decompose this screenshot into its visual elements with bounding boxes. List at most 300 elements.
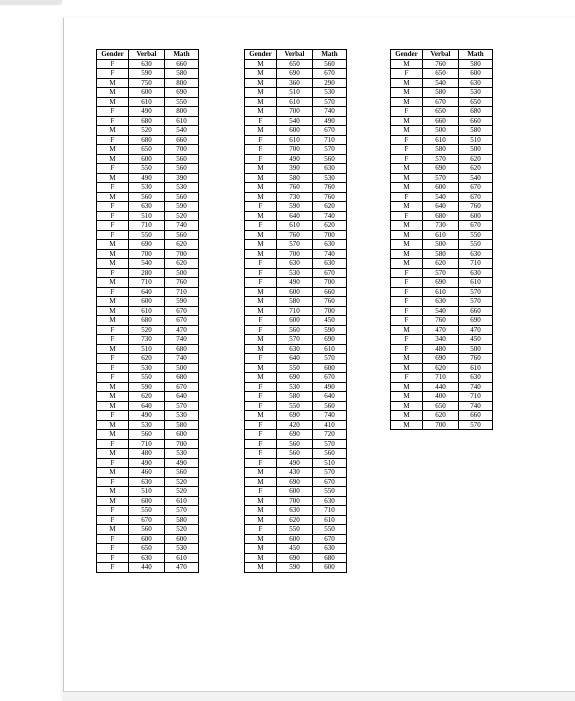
table-row — [97, 135, 199, 145]
table-row — [245, 145, 347, 155]
verbal-cell: 490 — [277, 154, 313, 164]
math-cell: 670 — [165, 316, 199, 326]
verbal-cell: 530 — [129, 420, 165, 430]
table-row — [245, 515, 347, 525]
table-row — [245, 306, 347, 316]
verbal-cell: 690 — [277, 430, 313, 440]
gender-cell: F — [391, 344, 423, 354]
math-cell: 610 — [313, 344, 347, 354]
gender-cell: M — [245, 240, 277, 250]
table-row — [245, 458, 347, 468]
math-cell: 580 — [165, 420, 199, 430]
verbal-cell: 670 — [423, 97, 459, 107]
gender-cell: M — [391, 259, 423, 269]
table-row — [391, 78, 493, 88]
gender-cell: M — [391, 363, 423, 373]
verbal-cell: 550 — [129, 230, 165, 240]
math-cell: 670 — [459, 221, 493, 231]
gender-cell: F — [391, 107, 423, 117]
table-row — [245, 363, 347, 373]
table-row — [97, 411, 199, 421]
gender-cell: F — [97, 325, 129, 335]
verbal-cell: 560 — [129, 192, 165, 202]
table-row — [97, 382, 199, 392]
gender-cell: M — [391, 411, 423, 421]
table-row — [245, 183, 347, 193]
gender-cell: M — [245, 173, 277, 183]
math-cell: 610 — [313, 515, 347, 525]
verbal-cell: 470 — [423, 325, 459, 335]
math-cell: 560 — [165, 164, 199, 174]
gender-cell: F — [97, 553, 129, 563]
table-row — [97, 192, 199, 202]
verbal-cell: 490 — [277, 278, 313, 288]
verbal-cell: 700 — [277, 145, 313, 155]
table-row — [97, 316, 199, 326]
math-cell: 580 — [165, 515, 199, 525]
table-row — [245, 544, 347, 554]
math-cell: 740 — [165, 335, 199, 345]
verbal-cell: 580 — [423, 88, 459, 98]
math-cell: 570 — [313, 145, 347, 155]
gender-cell: F — [97, 221, 129, 231]
gender-cell: M — [391, 78, 423, 88]
verbal-cell: 640 — [423, 202, 459, 212]
math-cell: 710 — [313, 506, 347, 516]
table-row — [97, 183, 199, 193]
gender-cell: F — [245, 458, 277, 468]
verbal-cell: 710 — [129, 439, 165, 449]
header-gender: Gender — [245, 50, 277, 60]
math-cell: 580 — [459, 59, 493, 69]
table-row — [391, 401, 493, 411]
table-row — [391, 240, 493, 250]
gender-cell: M — [97, 344, 129, 354]
gender-cell: F — [245, 316, 277, 326]
math-cell: 610 — [165, 116, 199, 126]
verbal-cell: 690 — [277, 553, 313, 563]
math-cell: 600 — [165, 430, 199, 440]
math-cell: 500 — [165, 363, 199, 373]
table-row — [391, 335, 493, 345]
table-row — [245, 230, 347, 240]
table-row — [391, 316, 493, 326]
verbal-cell: 570 — [423, 268, 459, 278]
table-row — [391, 268, 493, 278]
verbal-cell: 500 — [423, 126, 459, 136]
verbal-cell: 610 — [129, 306, 165, 316]
table-row — [97, 78, 199, 88]
math-cell: 520 — [165, 525, 199, 535]
table-row — [97, 306, 199, 316]
table-row — [245, 506, 347, 516]
math-cell: 570 — [313, 468, 347, 478]
math-cell: 640 — [165, 392, 199, 402]
math-cell: 520 — [165, 487, 199, 497]
table-row — [97, 287, 199, 297]
math-cell: 580 — [165, 69, 199, 79]
gender-cell: M — [245, 506, 277, 516]
math-cell: 760 — [313, 192, 347, 202]
math-cell: 630 — [459, 78, 493, 88]
math-cell: 620 — [313, 221, 347, 231]
verbal-cell: 560 — [277, 439, 313, 449]
math-cell: 670 — [313, 268, 347, 278]
table-row — [97, 268, 199, 278]
gender-cell: M — [245, 211, 277, 221]
gender-cell: M — [97, 173, 129, 183]
verbal-cell: 620 — [129, 392, 165, 402]
gender-cell: F — [97, 534, 129, 544]
gender-cell: M — [245, 59, 277, 69]
verbal-cell: 600 — [129, 297, 165, 307]
gender-cell: M — [391, 126, 423, 136]
gender-cell: M — [245, 164, 277, 174]
gender-cell: F — [97, 287, 129, 297]
table-row — [245, 487, 347, 497]
gender-cell: F — [97, 268, 129, 278]
math-cell: 630 — [459, 373, 493, 383]
verbal-cell: 680 — [423, 211, 459, 221]
table-row — [245, 221, 347, 231]
table-row — [245, 164, 347, 174]
gender-cell: M — [245, 287, 277, 297]
verbal-cell: 710 — [423, 373, 459, 383]
verbal-cell: 600 — [129, 88, 165, 98]
gender-cell: M — [245, 183, 277, 193]
gender-cell: M — [97, 487, 129, 497]
gender-cell: M — [245, 373, 277, 383]
gender-cell: F — [245, 259, 277, 269]
math-cell: 570 — [459, 297, 493, 307]
table-row — [245, 382, 347, 392]
verbal-cell: 700 — [423, 420, 459, 430]
math-cell: 760 — [313, 183, 347, 193]
verbal-cell: 730 — [277, 192, 313, 202]
verbal-cell: 510 — [277, 88, 313, 98]
math-cell: 710 — [459, 392, 493, 402]
verbal-cell: 540 — [129, 259, 165, 269]
verbal-cell: 700 — [277, 249, 313, 259]
verbal-cell: 560 — [129, 525, 165, 535]
math-cell: 490 — [313, 382, 347, 392]
table-row — [391, 107, 493, 117]
table-row — [245, 553, 347, 563]
verbal-cell: 530 — [129, 363, 165, 373]
verbal-cell: 700 — [277, 107, 313, 117]
math-cell: 590 — [165, 202, 199, 212]
math-cell: 660 — [165, 135, 199, 145]
gender-cell: F — [97, 506, 129, 516]
gender-cell: M — [97, 240, 129, 250]
verbal-cell: 570 — [277, 240, 313, 250]
verbal-cell: 590 — [277, 563, 313, 573]
math-cell: 700 — [165, 145, 199, 155]
verbal-cell: 390 — [277, 164, 313, 174]
verbal-cell: 620 — [129, 354, 165, 364]
table-row — [391, 420, 493, 430]
verbal-cell: 630 — [129, 553, 165, 563]
gender-cell: M — [97, 145, 129, 155]
gender-cell: M — [391, 97, 423, 107]
verbal-cell: 560 — [277, 325, 313, 335]
verbal-cell: 610 — [277, 221, 313, 231]
table-row — [97, 278, 199, 288]
gender-cell: M — [391, 221, 423, 231]
gender-cell: M — [245, 306, 277, 316]
gender-cell: F — [245, 154, 277, 164]
viewer-top-bar — [0, 0, 575, 18]
table-row — [97, 145, 199, 155]
math-cell: 550 — [459, 230, 493, 240]
math-cell: 600 — [313, 563, 347, 573]
gender-cell: F — [391, 69, 423, 79]
gender-cell: M — [97, 278, 129, 288]
math-cell: 700 — [165, 439, 199, 449]
verbal-cell: 600 — [277, 316, 313, 326]
table-row — [391, 135, 493, 145]
verbal-cell: 520 — [129, 126, 165, 136]
table-row — [245, 316, 347, 326]
gender-cell: M — [97, 78, 129, 88]
gender-cell: M — [245, 468, 277, 478]
table-row — [97, 97, 199, 107]
table-row — [245, 373, 347, 383]
math-cell: 490 — [313, 116, 347, 126]
verbal-cell: 690 — [277, 373, 313, 383]
gender-cell: F — [245, 145, 277, 155]
verbal-cell: 590 — [277, 202, 313, 212]
table-row — [97, 515, 199, 525]
verbal-cell: 540 — [423, 78, 459, 88]
table-row — [97, 430, 199, 440]
gender-cell: M — [391, 59, 423, 69]
math-cell: 800 — [165, 78, 199, 88]
math-cell: 680 — [165, 373, 199, 383]
verbal-cell: 570 — [277, 335, 313, 345]
gender-cell: M — [97, 297, 129, 307]
gender-cell: F — [391, 192, 423, 202]
math-cell: 690 — [165, 88, 199, 98]
verbal-cell: 540 — [423, 192, 459, 202]
verbal-cell: 760 — [423, 316, 459, 326]
verbal-cell: 610 — [277, 135, 313, 145]
header-math: Math — [165, 50, 199, 60]
table-row — [245, 97, 347, 107]
math-cell: 710 — [313, 135, 347, 145]
math-cell: 470 — [459, 325, 493, 335]
header-math: Math — [313, 50, 347, 60]
verbal-cell: 560 — [129, 430, 165, 440]
gender-cell: F — [245, 202, 277, 212]
table-row — [97, 69, 199, 79]
math-cell: 600 — [165, 534, 199, 544]
math-cell: 520 — [165, 477, 199, 487]
math-cell: 610 — [165, 496, 199, 506]
gender-cell: F — [245, 268, 277, 278]
table-row — [245, 116, 347, 126]
math-cell: 570 — [165, 506, 199, 516]
verbal-cell: 690 — [277, 69, 313, 79]
table-row — [97, 259, 199, 269]
verbal-cell: 550 — [129, 506, 165, 516]
table-row — [391, 116, 493, 126]
gender-cell: M — [391, 325, 423, 335]
verbal-cell: 600 — [129, 154, 165, 164]
table-row — [97, 392, 199, 402]
verbal-cell: 590 — [129, 69, 165, 79]
verbal-cell: 730 — [423, 221, 459, 231]
math-cell: 710 — [459, 259, 493, 269]
math-cell: 470 — [165, 563, 199, 573]
table-row — [391, 382, 493, 392]
gender-cell: F — [97, 135, 129, 145]
gender-cell: M — [391, 88, 423, 98]
verbal-cell: 580 — [277, 297, 313, 307]
table-row — [97, 126, 199, 136]
math-cell: 660 — [459, 116, 493, 126]
verbal-cell: 490 — [129, 173, 165, 183]
table-row — [245, 249, 347, 259]
math-cell: 570 — [313, 439, 347, 449]
table-row — [245, 525, 347, 535]
verbal-cell: 450 — [277, 544, 313, 554]
math-cell: 530 — [313, 88, 347, 98]
gender-cell: M — [97, 306, 129, 316]
table-row — [97, 439, 199, 449]
verbal-cell: 430 — [277, 468, 313, 478]
gender-cell: M — [391, 183, 423, 193]
verbal-cell: 710 — [129, 278, 165, 288]
verbal-cell: 590 — [129, 382, 165, 392]
table-row — [97, 221, 199, 231]
gender-cell: F — [97, 211, 129, 221]
verbal-cell: 520 — [129, 325, 165, 335]
data-table-3 — [390, 49, 493, 430]
math-cell: 740 — [313, 107, 347, 117]
verbal-cell: 600 — [277, 487, 313, 497]
verbal-cell: 680 — [129, 135, 165, 145]
table-row — [97, 107, 199, 117]
verbal-cell: 630 — [423, 297, 459, 307]
gender-cell: F — [391, 287, 423, 297]
verbal-cell: 630 — [129, 477, 165, 487]
math-cell: 450 — [313, 316, 347, 326]
verbal-cell: 570 — [423, 173, 459, 183]
math-cell: 660 — [313, 287, 347, 297]
table-row — [245, 202, 347, 212]
math-cell: 660 — [459, 306, 493, 316]
gender-cell: M — [97, 496, 129, 506]
gender-cell: M — [97, 192, 129, 202]
header-verbal: Verbal — [423, 50, 459, 60]
gender-cell: F — [391, 306, 423, 316]
math-cell: 530 — [165, 183, 199, 193]
verbal-cell: 710 — [277, 306, 313, 316]
table-row — [97, 553, 199, 563]
gender-cell: M — [245, 78, 277, 88]
math-cell: 500 — [165, 268, 199, 278]
math-cell: 720 — [313, 430, 347, 440]
math-cell: 640 — [313, 392, 347, 402]
table-row — [97, 173, 199, 183]
table-row — [245, 173, 347, 183]
gender-cell: F — [391, 278, 423, 288]
verbal-cell: 680 — [129, 116, 165, 126]
math-cell: 560 — [165, 230, 199, 240]
verbal-cell: 690 — [277, 411, 313, 421]
verbal-cell: 640 — [129, 287, 165, 297]
math-cell: 390 — [165, 173, 199, 183]
verbal-cell: 490 — [129, 411, 165, 421]
gender-cell: M — [391, 420, 423, 430]
table-row — [245, 297, 347, 307]
gender-cell: F — [97, 544, 129, 554]
math-cell: 520 — [165, 211, 199, 221]
table-row — [97, 202, 199, 212]
table-row — [245, 107, 347, 117]
math-cell: 560 — [165, 154, 199, 164]
gender-cell: F — [97, 373, 129, 383]
table-row — [97, 420, 199, 430]
gender-cell: M — [245, 363, 277, 373]
table-row — [97, 335, 199, 345]
verbal-cell: 660 — [423, 116, 459, 126]
header-math: Math — [459, 50, 493, 60]
table-row — [97, 487, 199, 497]
verbal-cell: 600 — [277, 287, 313, 297]
math-cell: 630 — [313, 259, 347, 269]
table-row — [97, 534, 199, 544]
gender-cell: F — [245, 449, 277, 459]
table-row — [391, 164, 493, 174]
gender-cell: M — [391, 401, 423, 411]
header-gender: Gender — [391, 50, 423, 60]
gender-cell: F — [97, 363, 129, 373]
verbal-cell: 400 — [423, 392, 459, 402]
table-row — [391, 202, 493, 212]
math-cell: 510 — [313, 458, 347, 468]
gender-cell: M — [245, 534, 277, 544]
header-gender: Gender — [97, 50, 129, 60]
math-cell: 680 — [459, 107, 493, 117]
verbal-cell: 600 — [423, 183, 459, 193]
verbal-cell: 620 — [277, 515, 313, 525]
table-row — [97, 354, 199, 364]
table-row — [97, 297, 199, 307]
verbal-cell: 530 — [277, 382, 313, 392]
verbal-cell: 640 — [129, 401, 165, 411]
verbal-cell: 690 — [423, 278, 459, 288]
gender-cell: M — [97, 97, 129, 107]
verbal-cell: 550 — [129, 373, 165, 383]
gender-cell: M — [391, 164, 423, 174]
verbal-cell: 530 — [129, 183, 165, 193]
table-row — [97, 59, 199, 69]
gender-cell: F — [391, 154, 423, 164]
gender-cell: F — [97, 59, 129, 69]
verbal-cell: 510 — [129, 487, 165, 497]
math-cell: 620 — [313, 202, 347, 212]
math-cell: 570 — [165, 401, 199, 411]
table-row — [245, 192, 347, 202]
table-row — [97, 449, 199, 459]
gender-cell: M — [245, 97, 277, 107]
table-row — [245, 534, 347, 544]
gender-cell: M — [245, 126, 277, 136]
table-row — [97, 468, 199, 478]
gender-cell: F — [391, 316, 423, 326]
